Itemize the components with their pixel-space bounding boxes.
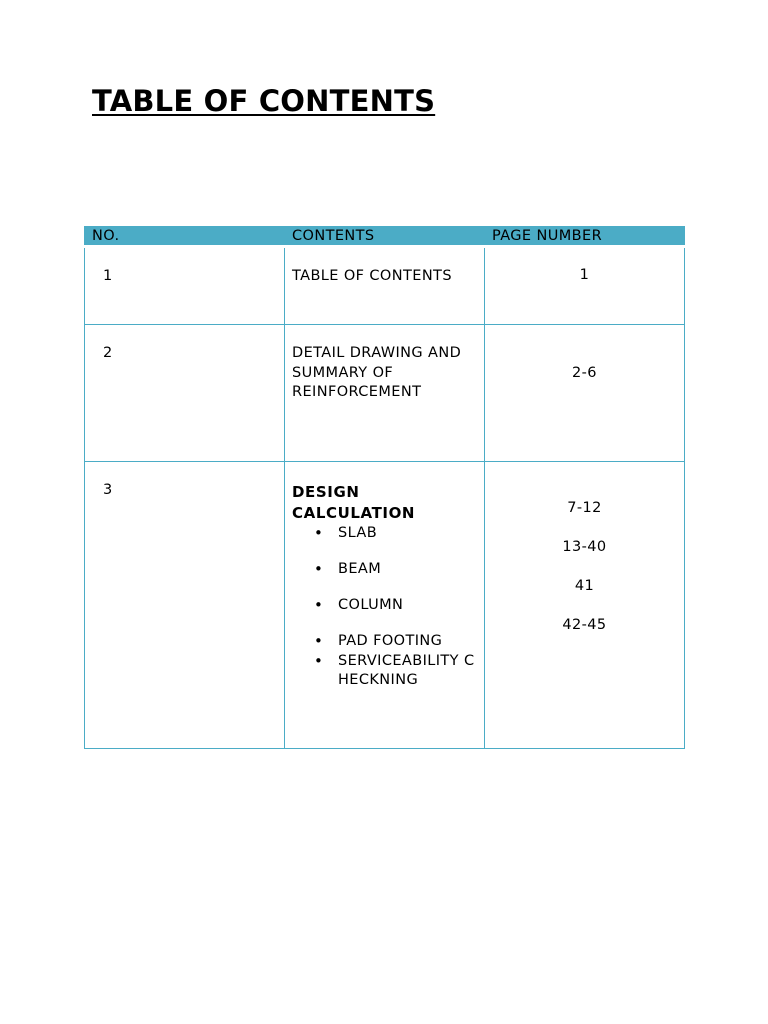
list-item: • COLUMN <box>292 596 476 616</box>
header-page-number: PAGE NUMBER <box>485 227 685 247</box>
header-no: NO. <box>85 227 285 247</box>
row-pages <box>485 462 685 749</box>
row-number: 3 <box>85 462 285 749</box>
row-content <box>285 462 485 749</box>
page-range: 42-45 <box>562 617 607 633</box>
row-content: TABLE OF CONTENTS <box>285 247 485 325</box>
page-title: TABLE OF CONTENTS <box>92 84 436 118</box>
page-range: 41 <box>574 578 595 594</box>
list-item: • BEAM <box>292 560 476 580</box>
table-row <box>85 247 685 325</box>
row-number: 1 <box>85 247 285 325</box>
row-page: 1 <box>485 247 685 325</box>
row-content: DETAIL DRAWING AND SUMMARY OF REINFORCEMENT <box>285 325 485 462</box>
header-contents: CONTENTS <box>285 227 485 247</box>
table-row <box>85 462 685 749</box>
section-heading: DESIGN CALCULATION <box>292 483 416 522</box>
list-item: • SERVICEABILITY CHECKNING <box>292 652 476 691</box>
row-number: 2 <box>85 325 285 462</box>
page-range: 7-12 <box>567 500 602 516</box>
table-row <box>85 325 685 462</box>
row-page: 2-6 <box>485 325 685 462</box>
page-range: 13-40 <box>562 539 607 555</box>
table-header-row <box>85 227 685 247</box>
list-item: • PAD FOOTING <box>292 632 476 652</box>
contents-table <box>84 226 685 749</box>
sub-item-list <box>292 524 476 691</box>
list-item: • SLAB <box>292 524 476 544</box>
